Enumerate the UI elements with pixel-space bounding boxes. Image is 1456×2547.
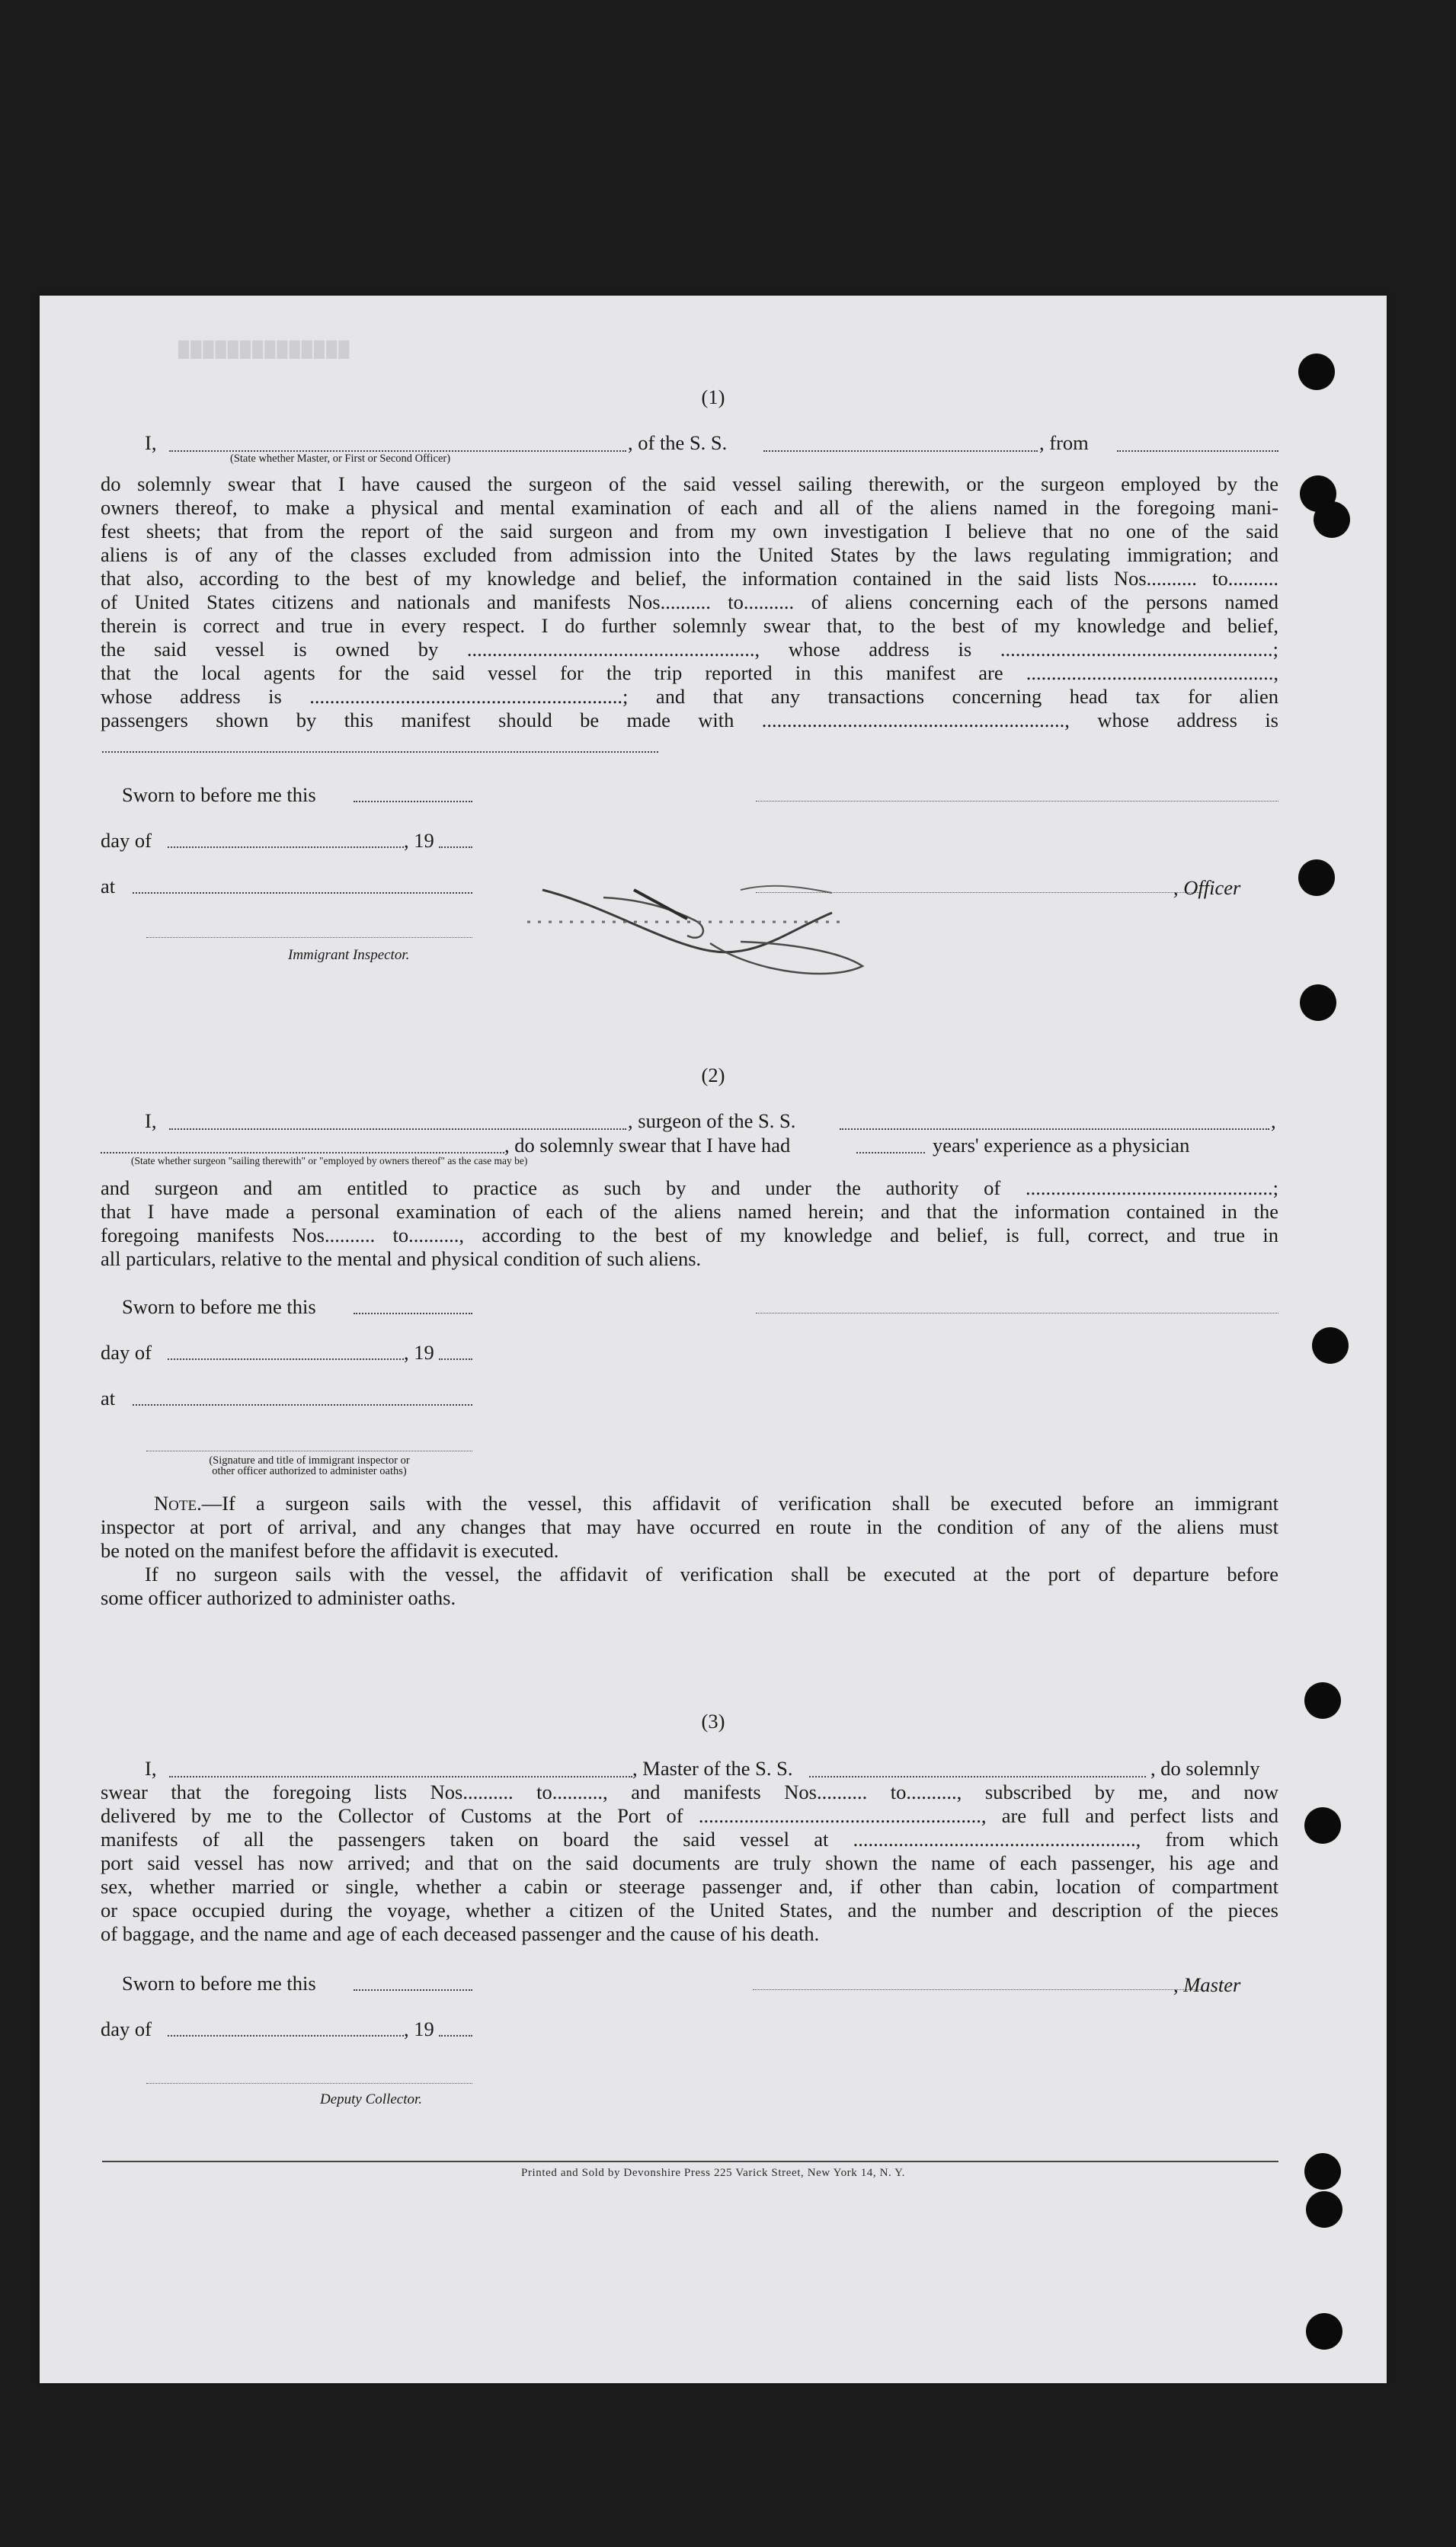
s1-at: at	[101, 875, 116, 898]
s3-line-2: manifests of all the passengers taken on board the said vessel at ........................................................, from which	[101, 1828, 1278, 1851]
punch-hole-11	[1306, 2313, 1342, 2350]
punch-hole-6	[1312, 1327, 1349, 1364]
s3-master-line[interactable]	[753, 1989, 1202, 1990]
s1-address-field[interactable]	[102, 751, 658, 753]
s3-line-4: sex, whether married or single, whether a cabin or steerage passenger and, if other than cabin, location of compartment	[101, 1875, 1278, 1898]
s1-line-5: of United States citizens and nationals and manifests Nos.......... to.......... of aliens concerning each of the persons named	[101, 590, 1278, 613]
s2-status-field[interactable]	[101, 1152, 504, 1154]
s2-note-label: Note.	[154, 1492, 202, 1515]
s2-at: at	[101, 1387, 116, 1409]
s1-line-2: fest sheets; that from the report of the said surgeon and from my own investigation I believe that no one of the said	[101, 520, 1278, 542]
s2-years-field[interactable]	[856, 1152, 925, 1154]
s1-officer: , Officer	[1173, 876, 1241, 899]
s1-day-field[interactable]	[168, 846, 404, 848]
s3-line-6: of baggage, and the name and age of each deceased passenger and the cause of his death.	[101, 1922, 820, 1945]
s2-note2-line-0: If no surgeon sails with the vessel, the affidavit of verification shall be executed at the port of departure before	[145, 1563, 1278, 1585]
s3-ship-field[interactable]	[809, 1776, 1146, 1777]
s1-line-10: passengers shown by this manifest should be made with ............................................................, whose address is	[101, 709, 1278, 731]
s1-line-4: that also, according to the best of my knowledge and belief, the information contained in the said lists Nos.......... to..........	[101, 567, 1278, 590]
s2-line-3: all particulars, relative to the mental and physical condition of such aliens.	[101, 1247, 702, 1270]
s3-line-1: delivered by me to the Collector of Customs at the Port of ........................................................, are full and perfect lists and	[101, 1804, 1278, 1827]
punch-hole-5	[1300, 984, 1336, 1021]
s2-swear: , do solemnly swear that I have had	[504, 1134, 791, 1157]
s1-of-ss: , of the S. S.	[628, 431, 728, 454]
punch-hole-4	[1298, 859, 1335, 896]
s3-day-of: day of	[101, 2017, 152, 2040]
s3-deputy: Deputy Collector.	[320, 2091, 423, 2107]
section-2-number: (2)	[701, 1064, 725, 1086]
s3-year-field[interactable]	[439, 2035, 472, 2037]
s1-day-of: day of	[101, 829, 152, 852]
s2-comma: ,	[1271, 1109, 1276, 1132]
s2-note2-line-1: some officer authorized to administer oaths.	[101, 1586, 456, 1609]
s2-note-text-0: —If a surgeon sails with the vessel, this affidavit of verification shall be executed before an immigrant	[201, 1492, 1278, 1515]
s1-inspector-line[interactable]	[146, 937, 472, 938]
s3-day-field[interactable]	[168, 2035, 404, 2037]
s1-ship-field[interactable]	[763, 450, 1038, 452]
s1-i: I,	[145, 431, 157, 454]
s1-sworn-field[interactable]	[354, 801, 472, 802]
s2-years: years' experience as a physician	[933, 1134, 1190, 1157]
s3-nineteen: , 19	[404, 2017, 434, 2040]
s1-line-0: do solemnly swear that I have caused the surgeon of the said vessel sailing therewith, or the surgeon employed by the	[101, 472, 1278, 495]
s3-sworn-field[interactable]	[354, 1989, 472, 1991]
section-1-number: (1)	[701, 386, 725, 408]
s2-day-of: day of	[101, 1341, 152, 1364]
s2-line-1: that I have made a personal examination of each of the aliens named herein; and that the information contained in the	[101, 1200, 1278, 1223]
s1-nineteen: , 19	[404, 829, 434, 852]
s3-master: , Master	[1173, 1973, 1241, 1996]
s2-sworn-field[interactable]	[354, 1313, 472, 1314]
s3-line-5: or space occupied during the voyage, whether a citizen of the United States, and the number and description of the pieces	[101, 1899, 1278, 1921]
punch-hole-10	[1306, 2191, 1342, 2228]
s1-line-8: that the local agents for the said vessel for the trip reported in this manifest are .................................................,	[101, 661, 1278, 684]
s1-year-field[interactable]	[439, 846, 472, 848]
s2-sig-caption-1: (Signature and title of immigrant inspector or	[209, 1454, 410, 1467]
section-3-number: (3)	[701, 1710, 725, 1733]
s3-name-field[interactable]	[169, 1776, 632, 1777]
s2-name-field[interactable]	[169, 1128, 626, 1130]
s1-from-field[interactable]	[1117, 450, 1278, 452]
punch-hole-9	[1304, 2153, 1341, 2190]
s3-sworn: Sworn to before me this	[122, 1972, 316, 1995]
signature-scribble	[512, 859, 878, 981]
s3-swear: , do solemnly	[1150, 1757, 1260, 1780]
s2-year-field[interactable]	[439, 1358, 472, 1360]
s3-master-of: , Master of the S. S.	[632, 1757, 793, 1780]
s1-from: , from	[1039, 431, 1089, 454]
s2-line-0: and surgeon and am entitled to practice as such by and under the authority of .................................................;	[101, 1176, 1278, 1199]
s1-name-field[interactable]	[169, 450, 626, 452]
s2-at-field[interactable]	[133, 1404, 472, 1406]
s2-sig-caption-2: other officer authorized to administer oaths)	[212, 1465, 407, 1477]
punch-hole-7	[1304, 1682, 1341, 1719]
s1-caption: (State whether Master, or First or Second Officer)	[230, 453, 451, 465]
s3-line-3: port said vessel has now arrived; and that on the said documents are truly shown the name of each passenger, his age and	[101, 1851, 1278, 1874]
s2-note-line-1: inspector at port of arrival, and any changes that may have occurred en route in the condition of any of the aliens must	[101, 1515, 1278, 1538]
punch-hole-1	[1298, 354, 1335, 390]
document-page	[40, 296, 1387, 2383]
s2-ship-field[interactable]	[840, 1128, 1269, 1130]
s2-note-line-2: be noted on the manifest before the affidavit is executed.	[101, 1539, 559, 1562]
s1-line-1: owners thereof, to make a physical and mental examination of each and all of the aliens named in the foregoing mani-	[101, 496, 1278, 519]
s1-at-field[interactable]	[133, 892, 472, 894]
s1-signature-line[interactable]	[756, 801, 1278, 802]
punch-hole-8	[1304, 1807, 1341, 1844]
s1-line-3: aliens is of any of the classes excluded from admission into the United States by the laws regulating immigration; and	[101, 543, 1278, 566]
s2-i: I,	[145, 1109, 157, 1132]
s2-line-2: foregoing manifests Nos.......... to.........., according to the best of my knowledge and belief, is full, correct, and true in	[101, 1224, 1278, 1246]
bleed-through-text: ██████████████	[177, 341, 350, 358]
printer-imprint: Printed and Sold by Devonshire Press 225 Varick Street, New York 14, N. Y.	[520, 2167, 906, 2179]
punch-hole-3	[1314, 501, 1350, 538]
footer-rule	[102, 2161, 1278, 2162]
s1-inspector: Immigrant Inspector.	[288, 947, 410, 963]
s2-sworn: Sworn to before me this	[122, 1295, 316, 1318]
s1-line-9: whose address is ..............................................................; and that any transactions concerning head tax for alien	[101, 685, 1278, 708]
s3-i: I,	[145, 1757, 157, 1780]
s2-day-field[interactable]	[168, 1358, 404, 1360]
s3-line-0: swear that the foregoing lists Nos.......... to.........., and manifests Nos.......... to.........., subscribed by me, and now	[101, 1781, 1278, 1803]
s1-line-7: the said vessel is owned by ........................................................., whose address is ......................................................;	[101, 638, 1278, 661]
s1-line-6: therein is correct and true in every respect. I do further solemnly swear that, to the best of my knowledge and belief,	[101, 614, 1278, 637]
s3-deputy-line[interactable]	[146, 2083, 472, 2084]
s2-surgeon-of: , surgeon of the S. S.	[628, 1109, 796, 1132]
s1-sworn: Sworn to before me this	[122, 783, 316, 806]
s2-caption: (State whether surgeon "sailing therewith" or "employed by owners thereof" as the case may be)	[131, 1155, 528, 1166]
s2-nineteen: , 19	[404, 1341, 434, 1364]
s2-note-line-0	[154, 1492, 1278, 1515]
